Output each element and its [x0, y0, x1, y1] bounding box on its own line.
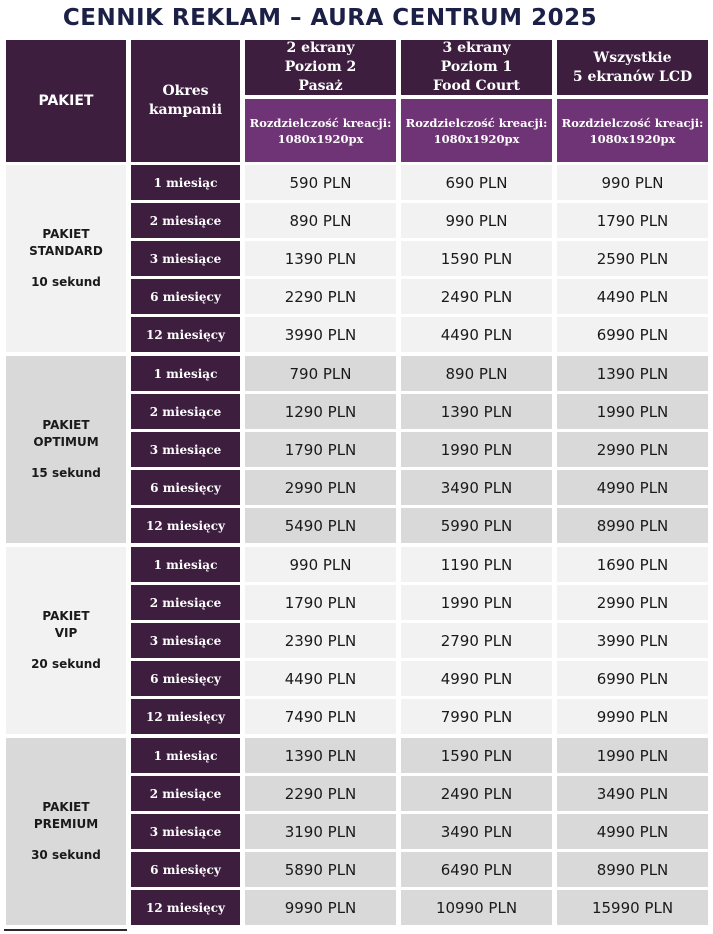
price-cell: 1190 PLN	[401, 547, 552, 582]
price-cell: 1990 PLN	[401, 432, 552, 467]
period-cell: 1 miesiąc	[131, 547, 240, 582]
column-header-3-screens: 3 ekrany Poziom 1 Food Court	[401, 40, 552, 95]
period-cell: 12 miesięcy	[131, 699, 240, 734]
period-cell: 12 miesięcy	[131, 890, 240, 925]
period-cell: 1 miesiąc	[131, 165, 240, 200]
price-cell: 1590 PLN	[401, 738, 552, 773]
price-cell: 2990 PLN	[245, 470, 396, 505]
package-label-cell	[6, 356, 126, 543]
period-cell: 6 miesięcy	[131, 470, 240, 505]
price-cell: 1790 PLN	[245, 585, 396, 620]
period-cell: 2 miesiące	[131, 394, 240, 429]
price-cell: 1590 PLN	[401, 241, 552, 276]
resolution-note-col2: Rozdzielczość kreacji: 1080x1920px	[401, 99, 552, 162]
package-name: PAKIET STANDARD	[29, 227, 103, 258]
price-cell: 3490 PLN	[557, 776, 708, 811]
period-cell: 6 miesięcy	[131, 661, 240, 696]
price-cell: 590 PLN	[245, 165, 396, 200]
price-cell: 2790 PLN	[401, 623, 552, 658]
period-cell: 2 miesiące	[131, 203, 240, 238]
package-duration: 15 sekund	[31, 466, 101, 480]
period-column-header: Okres kampanii	[131, 40, 240, 162]
price-cell: 3190 PLN	[245, 814, 396, 849]
price-cell: 1390 PLN	[245, 738, 396, 773]
price-cell: 7490 PLN	[245, 699, 396, 734]
price-cell: 4990 PLN	[557, 470, 708, 505]
price-cell: 6490 PLN	[401, 852, 552, 887]
price-cell: 10990 PLN	[401, 890, 552, 925]
price-cell: 5490 PLN	[245, 508, 396, 543]
price-cell: 690 PLN	[401, 165, 552, 200]
package-label-cell	[6, 738, 126, 925]
table-bottom-rule	[4, 929, 127, 931]
period-cell: 2 miesiące	[131, 585, 240, 620]
price-cell: 1390 PLN	[245, 241, 396, 276]
price-cell: 5890 PLN	[245, 852, 396, 887]
price-cell: 990 PLN	[557, 165, 708, 200]
package-name: PAKIET OPTIMUM	[33, 418, 99, 449]
period-cell: 6 miesięcy	[131, 852, 240, 887]
price-cell: 3490 PLN	[401, 814, 552, 849]
price-cell: 890 PLN	[245, 203, 396, 238]
price-cell: 4990 PLN	[557, 814, 708, 849]
price-cell: 4990 PLN	[401, 661, 552, 696]
period-cell: 3 miesiące	[131, 623, 240, 658]
price-cell: 4490 PLN	[401, 317, 552, 352]
period-cell: 12 miesięcy	[131, 508, 240, 543]
period-cell: 3 miesiące	[131, 241, 240, 276]
package-duration: 30 sekund	[31, 848, 101, 862]
period-cell: 12 miesięcy	[131, 317, 240, 352]
price-cell: 1790 PLN	[245, 432, 396, 467]
price-cell: 5990 PLN	[401, 508, 552, 543]
price-cell: 1790 PLN	[557, 203, 708, 238]
price-cell: 990 PLN	[401, 203, 552, 238]
period-cell: 3 miesiące	[131, 814, 240, 849]
package-duration: 20 sekund	[31, 657, 101, 671]
price-cell: 2990 PLN	[557, 432, 708, 467]
price-cell: 8990 PLN	[557, 852, 708, 887]
price-cell: 4490 PLN	[245, 661, 396, 696]
period-cell: 1 miesiąc	[131, 738, 240, 773]
package-label-cell	[6, 165, 126, 352]
price-cell: 3990 PLN	[245, 317, 396, 352]
price-cell: 2290 PLN	[245, 279, 396, 314]
package-label-cell	[6, 547, 126, 734]
period-cell: 2 miesiące	[131, 776, 240, 811]
price-cell: 7990 PLN	[401, 699, 552, 734]
price-cell: 1390 PLN	[401, 394, 552, 429]
price-cell: 1990 PLN	[557, 738, 708, 773]
price-cell: 2490 PLN	[401, 776, 552, 811]
column-header-all-screens: Wszystkie 5 ekranów LCD	[557, 40, 708, 95]
page-title: CENNIK REKLAM – AURA CENTRUM 2025	[62, 5, 598, 31]
price-cell: 3990 PLN	[557, 623, 708, 658]
price-cell: 1390 PLN	[557, 356, 708, 391]
price-cell: 1690 PLN	[557, 547, 708, 582]
period-cell: 6 miesięcy	[131, 279, 240, 314]
price-cell: 790 PLN	[245, 356, 396, 391]
period-cell: 3 miesiące	[131, 432, 240, 467]
price-cell: 2490 PLN	[401, 279, 552, 314]
period-cell: 1 miesiąc	[131, 356, 240, 391]
resolution-note-col3: Rozdzielczość kreacji: 1080x1920px	[557, 99, 708, 162]
price-cell: 1990 PLN	[401, 585, 552, 620]
price-cell: 990 PLN	[245, 547, 396, 582]
price-cell: 2990 PLN	[557, 585, 708, 620]
package-name: PAKIET PREMIUM	[33, 800, 99, 831]
price-cell: 2290 PLN	[245, 776, 396, 811]
price-cell: 2590 PLN	[557, 241, 708, 276]
price-cell: 9990 PLN	[245, 890, 396, 925]
price-cell: 9990 PLN	[557, 699, 708, 734]
price-cell: 890 PLN	[401, 356, 552, 391]
price-cell: 2390 PLN	[245, 623, 396, 658]
package-duration: 10 sekund	[31, 275, 101, 289]
resolution-note-col1: Rozdzielczość kreacji: 1080x1920px	[245, 99, 396, 162]
package-column-header: PAKIET	[6, 40, 126, 162]
price-cell: 15990 PLN	[557, 890, 708, 925]
package-name: PAKIET VIP	[42, 609, 90, 640]
price-cell: 1290 PLN	[245, 394, 396, 429]
price-cell: 1990 PLN	[557, 394, 708, 429]
price-cell: 6990 PLN	[557, 661, 708, 696]
price-cell: 6990 PLN	[557, 317, 708, 352]
price-cell: 8990 PLN	[557, 508, 708, 543]
column-header-2-screens: 2 ekrany Poziom 2 Pasaż	[245, 40, 396, 95]
price-cell: 4490 PLN	[557, 279, 708, 314]
price-cell: 3490 PLN	[401, 470, 552, 505]
